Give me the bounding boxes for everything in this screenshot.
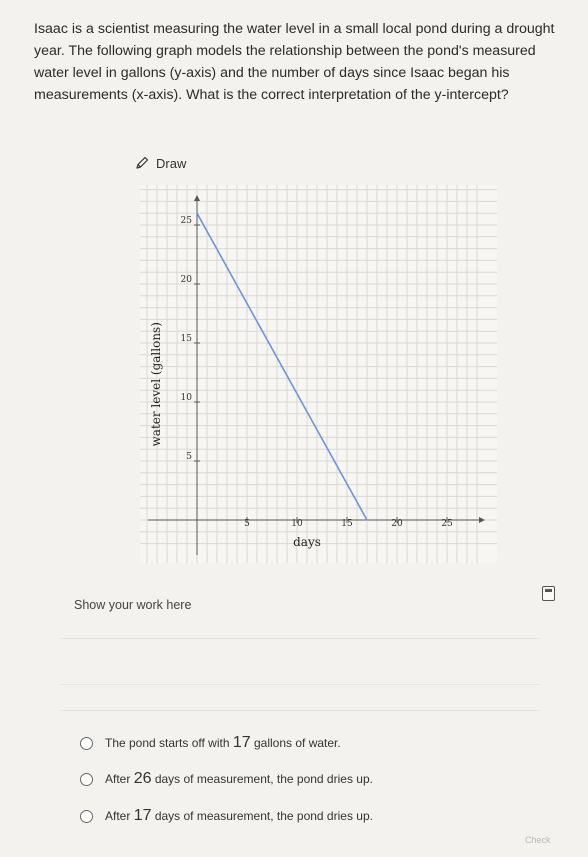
y-tick-label: 10 xyxy=(180,393,192,403)
y-tick-label: 20 xyxy=(180,275,192,285)
option-text: After 17 days of measurement, the pond dries up. xyxy=(105,807,373,824)
check-button[interactable]: Check xyxy=(525,835,551,845)
work-line xyxy=(60,638,540,639)
draw-button[interactable] xyxy=(134,150,186,176)
chart-svg xyxy=(140,185,497,563)
x-axis-arrow xyxy=(479,517,485,523)
y-tick-label: 5 xyxy=(186,452,192,462)
x-tick-label: 20 xyxy=(391,519,403,529)
radio-button[interactable] xyxy=(80,737,93,750)
data-point xyxy=(196,212,198,214)
y-axis-arrow xyxy=(194,195,200,201)
option-text: After 26 days of measurement, the pond dries up. xyxy=(105,770,373,787)
y-tick-label: 15 xyxy=(180,334,192,344)
radio-button[interactable] xyxy=(80,773,93,786)
x-tick-label: 25 xyxy=(441,519,453,529)
data-point xyxy=(366,519,368,521)
x-tick-label: 10 xyxy=(291,519,303,529)
work-line xyxy=(60,710,540,711)
calculator-icon[interactable] xyxy=(542,586,555,601)
x-axis-title: days xyxy=(293,535,321,549)
radio-button[interactable] xyxy=(80,810,93,823)
option-text: The pond starts off with 17 gallons of water. xyxy=(105,734,341,751)
answer-option-2[interactable] xyxy=(80,770,373,788)
answer-option-3[interactable] xyxy=(80,807,373,825)
work-line xyxy=(60,684,540,685)
y-tick-label: 25 xyxy=(180,216,192,226)
x-tick-label: 5 xyxy=(244,519,250,529)
pencil-icon xyxy=(134,155,150,171)
question-text: Isaac is a scientist measuring the water level in a small local pond during a drought year. The following graph models the relationship between the pond's measured water level in gallons (y-axis) and the number of days since Isaac began his measurements (x-axis). What is the correct interpretation of the y-intercept? xyxy=(34,21,555,103)
draw-button-label: Draw xyxy=(156,155,187,171)
x-tick-label: 15 xyxy=(341,519,353,529)
y-axis-title: water level (gallons) xyxy=(149,322,163,447)
line-graph[interactable] xyxy=(140,185,497,563)
answer-option-1[interactable] xyxy=(80,734,341,752)
show-work-label: Show your work here xyxy=(74,598,192,612)
work-area[interactable] xyxy=(60,622,540,712)
